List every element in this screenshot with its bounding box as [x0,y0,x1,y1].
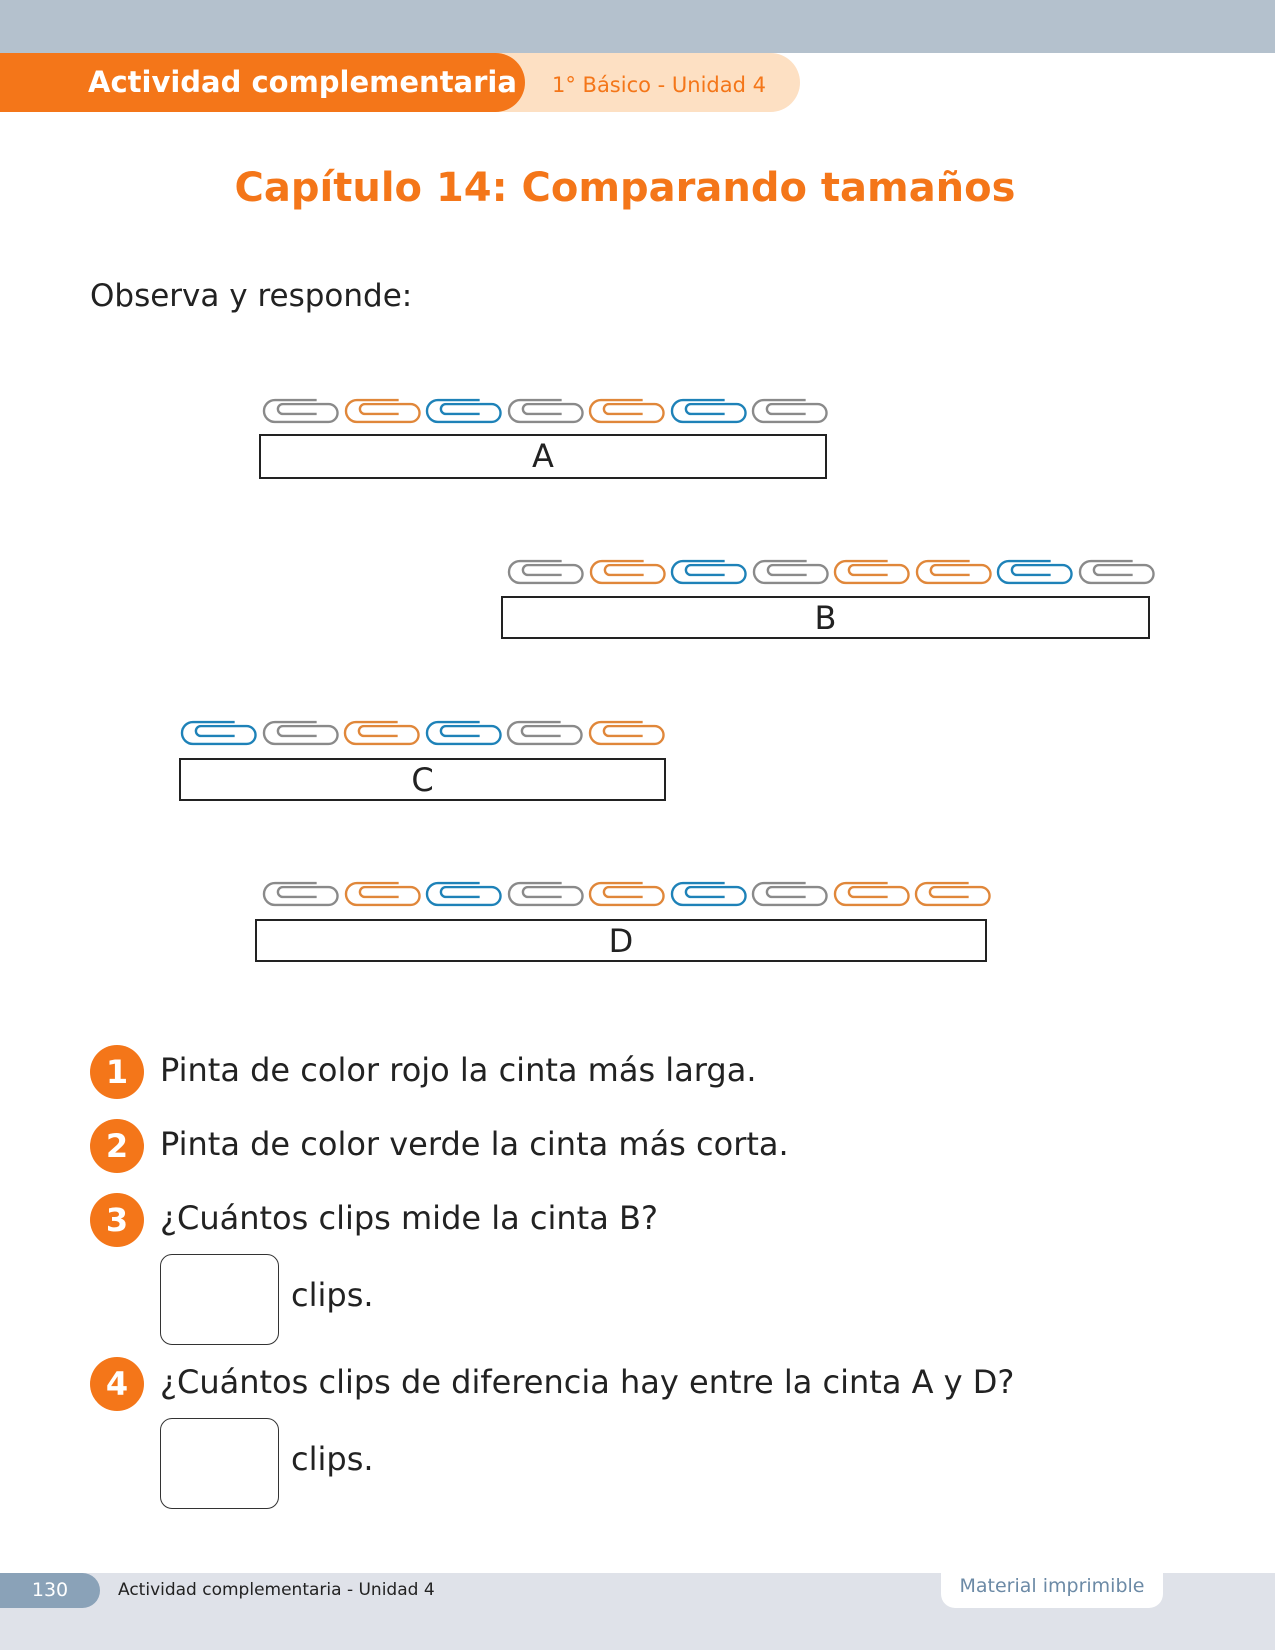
question-2-number: 2 [90,1119,144,1173]
page-title: Capítulo 14: Comparando tamaños [234,165,1016,211]
paper-clip-gray-icon [261,879,343,909]
question-4-number: 4 [90,1357,144,1411]
answer-box-3[interactable] [160,1254,279,1345]
question-4-text: ¿Cuántos clips de diferencia hay entre la cinta A y D? [160,1363,1015,1401]
answer-unit-3: clips. [291,1276,374,1314]
answer-box-4[interactable] [160,1418,279,1509]
tape-a[interactable]: A [259,434,827,479]
paper-clip-gray-icon [506,557,588,587]
paper-clip-blue-icon [995,557,1077,587]
paper-clip-gray-icon [261,396,343,426]
clips-row-c [179,718,668,748]
clips-row-d [261,879,995,909]
course-label: 1° Básico - Unidad 4 [552,73,766,97]
paper-clip-gray-icon [505,718,587,748]
question-2-text: Pinta de color verde la cinta más corta. [160,1125,789,1163]
top-bar [0,0,1275,53]
paper-clip-orange-icon [343,396,425,426]
question-1-number: 1 [90,1045,144,1099]
material-label: Material imprimible [941,1567,1163,1608]
activity-tab: Actividad complementaria [0,53,525,112]
paper-clip-gray-icon [750,396,832,426]
paper-clip-blue-icon [424,718,506,748]
paper-clip-orange-icon [587,879,669,909]
paper-clip-orange-icon [587,718,669,748]
tape-c[interactable]: C [179,758,666,801]
footer-text: Actividad complementaria - Unidad 4 [118,1580,435,1600]
paper-clip-orange-icon [832,879,914,909]
question-1-text: Pinta de color rojo la cinta más larga. [160,1051,757,1089]
paper-clip-orange-icon [343,879,425,909]
instruction: Observa y responde: [90,278,413,314]
paper-clip-blue-icon [669,879,751,909]
question-3-number: 3 [90,1193,144,1247]
paper-clip-gray-icon [506,396,588,426]
paper-clip-blue-icon [669,396,751,426]
question-3-text: ¿Cuántos clips mide la cinta B? [160,1199,658,1237]
answer-unit-4: clips. [291,1440,374,1478]
paper-clip-gray-icon [506,879,588,909]
page-number: 130 [0,1573,100,1608]
paper-clip-orange-icon [832,557,914,587]
paper-clip-orange-icon [914,557,996,587]
paper-clip-gray-icon [751,557,833,587]
clips-row-b [506,557,1158,587]
paper-clip-blue-icon [179,718,261,748]
paper-clip-blue-icon [424,879,506,909]
paper-clip-gray-icon [750,879,832,909]
paper-clip-gray-icon [261,718,343,748]
tape-d[interactable]: D [255,919,987,962]
paper-clip-orange-icon [587,396,669,426]
paper-clip-orange-icon [588,557,670,587]
paper-clip-orange-icon [342,718,424,748]
paper-clip-orange-icon [913,879,995,909]
clips-row-a [261,396,832,426]
paper-clip-blue-icon [669,557,751,587]
paper-clip-blue-icon [424,396,506,426]
paper-clip-gray-icon [1077,557,1159,587]
tape-b[interactable]: B [501,596,1150,639]
